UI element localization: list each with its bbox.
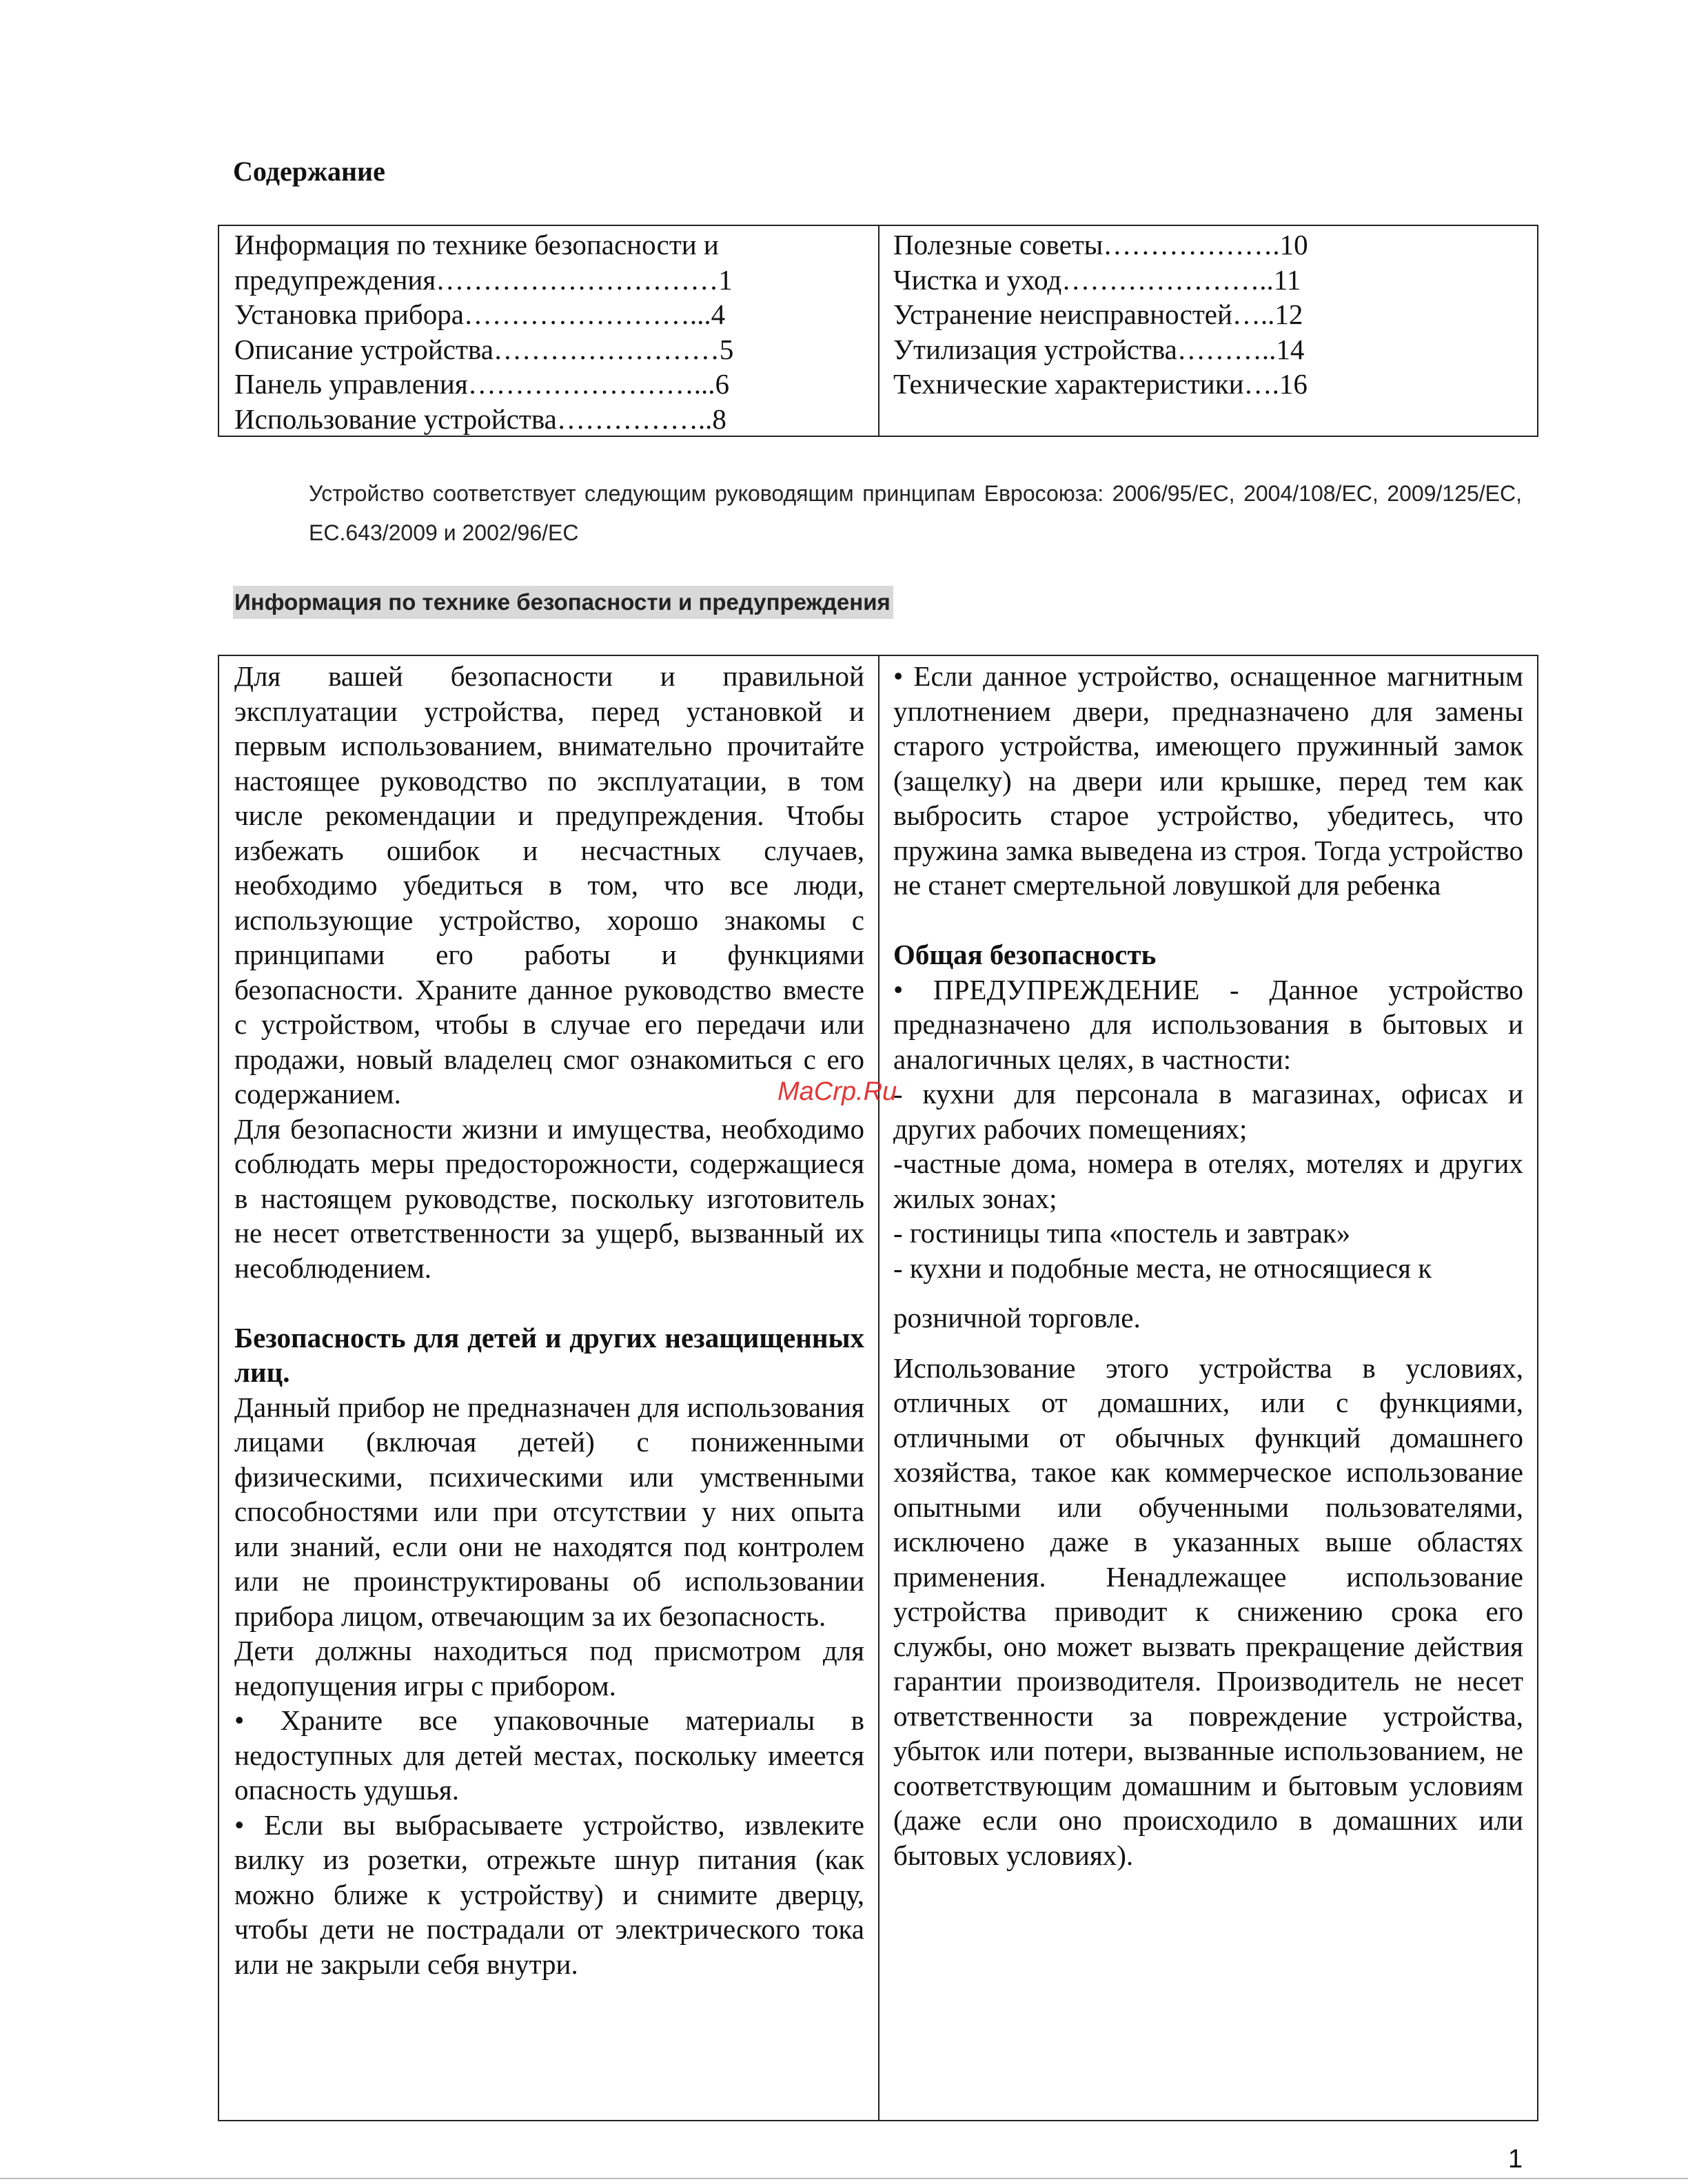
- toc-entry[interactable]: Утилизация устройства………..14: [893, 333, 1305, 365]
- toc-right-column: [893, 227, 1527, 402]
- general-safety-heading: Общая безопасность: [893, 939, 1157, 970]
- page-number: 1: [1508, 2145, 1523, 2174]
- safety-right-column: [893, 659, 1523, 1872]
- supervision-paragraph: Дети должны находиться под присмотром для недопущения игры с прибором.: [234, 1635, 864, 1702]
- toc-entry[interactable]: Установка прибора……………………...4: [234, 298, 726, 330]
- disposal-bullet: • Если вы выбрасываете устройство, извлеките вилку из розетки, отрежьте шнур питания (как можно ближе к устройству) и снимите дверцу, чтобы дети не пострадали от электрического тока или не закрыли себя внутри.: [234, 1808, 864, 1980]
- section-heading: Информация по технике безопасности и предупреждения: [233, 586, 893, 619]
- safety-divider: [878, 656, 879, 2120]
- toc-entry[interactable]: Полезные советы……………….10: [893, 229, 1308, 261]
- liability-paragraph: Для безопасности жизни и имущества, необходимо соблюдать меры предосторожности, содержащиеся в настоящем руководстве, поскольку изготовитель не несет ответственности за ущерб, вызванный их несоблюдением.: [234, 1112, 864, 1284]
- children-safety-heading: Безопасность для детей и других незащищенных лиц.: [234, 1321, 864, 1388]
- warning-paragraph: • ПРЕДУПРЕЖДЕНИЕ - Данное устройство предназначено для использования в бытовых и аналогичных целях, в частности:: [893, 973, 1523, 1075]
- children-paragraph: Данный прибор не предназначен для использования лицами (включая детей) с пониженными физическими, психическими или умственными способностями или при отсутствии у них опыта или знаний, если они не находятся под контролем или не проинструктированы об использовании прибора лицом, отвечающим за их безопасность.: [234, 1391, 864, 1632]
- toc-entry[interactable]: Использование устройства……………..8: [234, 402, 726, 435]
- misuse-paragraph: Использование этого устройства в условиях, отличных от домашних, или с функциями, отличными от обычных функций домашнего хозяйства, такое как коммерческое использование опытными или обученными пользователями, исключено даже в указанных выше областях применения. Ненадлежащее использование устройства приводит к снижению срока его службы, оно может вызвать прекращение действия гарантии производителя. Производитель не несет ответственности за повреждение устройства, убыток или потери, вызванные использованием, не соответствующим домашним и бытовым условиям (даже если оно происходило в домашних или бытовых условиях).: [893, 1351, 1523, 1871]
- site-watermark: MaCrp.Ru: [777, 1077, 897, 1106]
- safety-table: [218, 655, 1538, 2121]
- packaging-bullet: • Храните все упаковочные материалы в недоступных для детей местах, поскольку имеется опасность удушья.: [234, 1704, 864, 1806]
- usage-list-item: - кухни для персонала в магазинах, офисах и других рабочих помещениях;: [893, 1078, 1523, 1145]
- eu-compliance-note: Устройство соответствует следующим руководящим принципам Евросоюза: 2006/95/EC, 2004/108/EC, 2009/125/EC, EC.643/2009 и 2002/96/EC: [309, 481, 1522, 545]
- usage-list-item: - кухни и подобные места, не относящиеся к: [893, 1252, 1432, 1284]
- usage-list-item: розничной торговле.: [893, 1302, 1141, 1334]
- safety-left-column: [234, 659, 864, 1981]
- toc-divider: [878, 226, 879, 436]
- toc-entry[interactable]: Устранение неисправностей…..12: [893, 298, 1303, 330]
- usage-list-item: -частные дома, номера в отелях, мотелях и других жилых зонах;: [893, 1147, 1523, 1214]
- toc-table: [218, 225, 1538, 437]
- toc-left-column: [234, 227, 868, 436]
- toc-entry[interactable]: предупреждения…………………………1: [234, 263, 733, 296]
- toc-entry[interactable]: Панель управления……………………...6: [234, 368, 729, 400]
- usage-list-item: - гостиницы типа «постель и завтрак»: [893, 1217, 1351, 1249]
- footer-rule: [0, 2178, 1688, 2179]
- toc-entry[interactable]: Технические характеристики….16: [893, 368, 1308, 400]
- toc-entry[interactable]: Описание устройства……………………5: [234, 333, 734, 365]
- toc-entry[interactable]: Чистка и уход…………………..11: [893, 263, 1301, 296]
- door-seal-bullet: • Если данное устройство, оснащенное магнитным уплотнением двери, предназначено для замены старого устройства, имеющего пружинный замок (защелку) на двери или крышке, перед тем как выбросить старое устройство, убедитесь, что пружина замка выведена из строя. Тогда устройство не станет смертельной ловушкой для ребенка: [893, 660, 1523, 901]
- toc-title: Содержание: [233, 156, 385, 187]
- toc-entry[interactable]: Информация по технике безопасности и: [234, 229, 719, 261]
- intro-paragraph: Для вашей безопасности и правильной эксплуатации устройства, перед установкой и первым использованием, внимательно прочитайте настоящее руководство по эксплуатации, в том числе рекомендации и предупреждения. Чтобы избежать ошибок и несчастных случаев, необходимо убедиться в том, что все люди, использующие устройство, хорошо знакомы с принципами его работы и функциями безопасности. Храните данное руководство вместе с устройством, чтобы в случае его передачи или продажи, новый владелец смог ознакомиться с его содержанием.: [234, 660, 864, 1110]
